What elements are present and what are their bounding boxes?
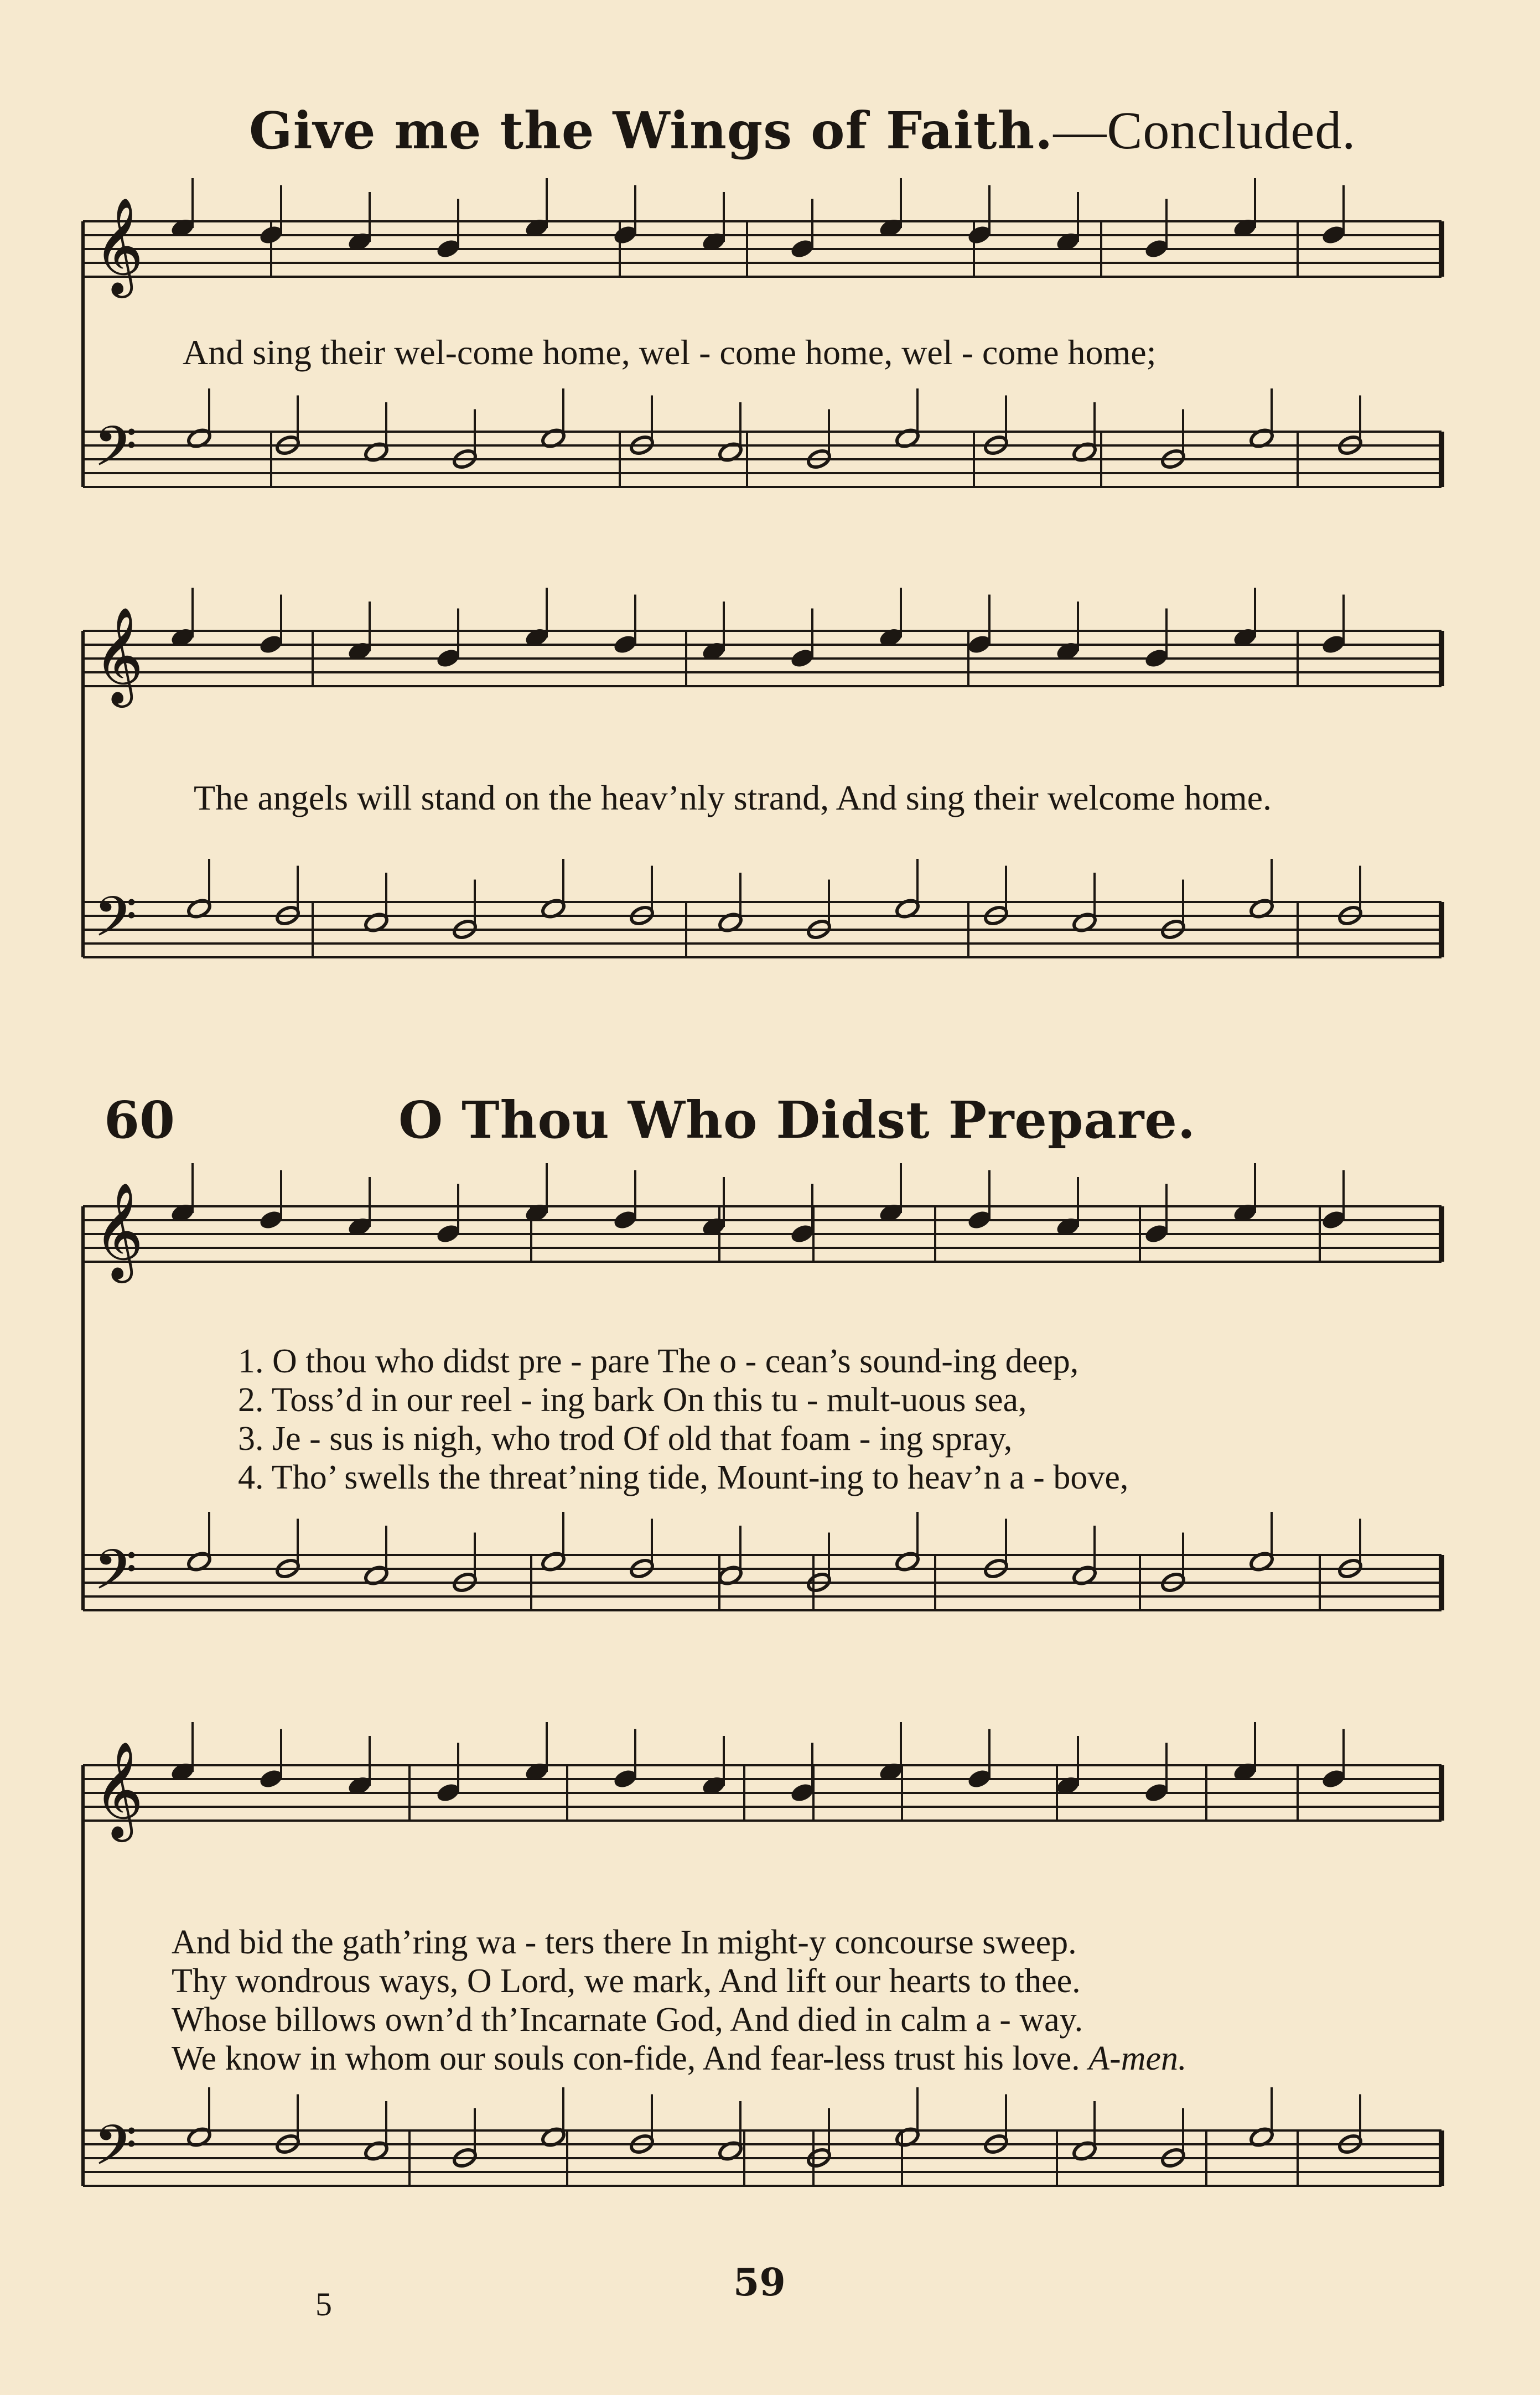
- svg-text:𝄢: 𝄢: [94, 2114, 137, 2191]
- verse-line: 2. Toss’d in our reel - ing bark On this tu - mult-uous sea,: [238, 1381, 1027, 1419]
- hymn-title: Give me the Wings of Faith.—Concluded.: [249, 101, 1356, 160]
- verse-line: We know in whom our souls con-fide, And fear-less trust his love. A-men.: [172, 2040, 1187, 2077]
- verse-line: 4. Tho’ swells the threat’ning tide, Mount-ing to heav’n a - bove,: [238, 1459, 1129, 1496]
- hymn-number: 60: [104, 1090, 175, 1150]
- svg-text:𝄞: 𝄞: [94, 1183, 143, 1279]
- lyric-line: The angels will stand on the heav’nly strand, And sing their welcome home.: [194, 778, 1272, 817]
- page-number: 59: [733, 2261, 786, 2305]
- signature-mark: 5: [315, 2286, 332, 2323]
- verse-line: 1. O thou who didst pre - pare The o - cean’s sound-ing deep,: [238, 1342, 1079, 1380]
- svg-text:𝄢: 𝄢: [94, 415, 137, 492]
- verse-line: Thy wondrous ways, O Lord, we mark, And lift our hearts to thee.: [172, 1962, 1081, 2000]
- svg-text:𝄞: 𝄞: [94, 198, 143, 294]
- verse-line: And bid the gath’ring wa - ters there In might-y concourse sweep.: [172, 1924, 1077, 1961]
- svg-text:𝄢: 𝄢: [94, 1538, 137, 1615]
- svg-text:𝄞: 𝄞: [94, 607, 143, 703]
- verse-line: 3. Je - sus is nigh, who trod Of old that foam - ing spray,: [238, 1420, 1013, 1458]
- svg-text:𝄞: 𝄞: [94, 1741, 143, 1838]
- verse-line: Whose billows own’d th’Incarnate God, And died in calm a - way.: [172, 2001, 1083, 2039]
- amen-marking: A-men.: [1088, 2040, 1187, 2077]
- svg-text:𝄢: 𝄢: [94, 885, 137, 962]
- lyric-line: And sing their wel-come home, wel - come home, wel - come home;: [183, 333, 1157, 372]
- hymn-title: O Thou Who Didst Prepare.: [398, 1090, 1196, 1150]
